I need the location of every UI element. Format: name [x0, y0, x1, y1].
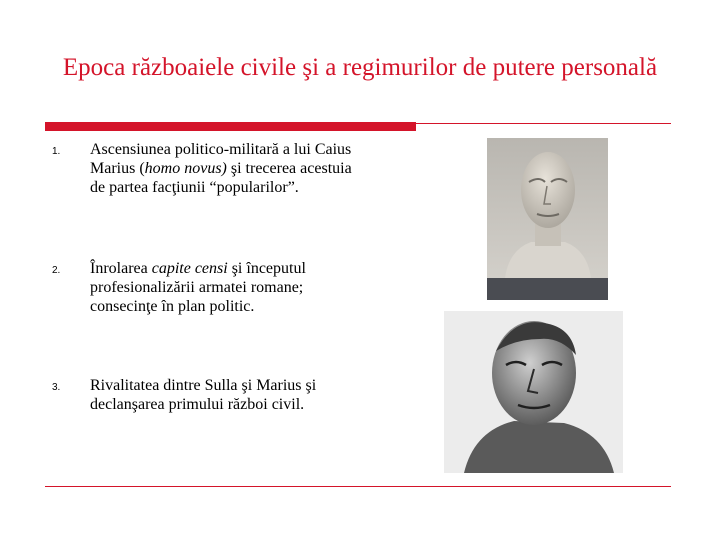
bust-illustration: [487, 138, 608, 300]
list-number: 1.: [52, 146, 61, 157]
bust-image-marius: [487, 138, 608, 300]
title-underline-thin: [45, 123, 671, 124]
slide-title: Epoca războaiele civile şi a regimurilor de putere personală: [62, 54, 658, 81]
list-text: Înrolarea capite censi şi începutul profesionalizării armatei romane; consecinţe în plan politic.: [90, 260, 306, 315]
bust-illustration: [444, 311, 623, 473]
bottom-rule: [45, 486, 671, 487]
list-text: Ascensiunea politico-militară a lui Caius Marius (homo novus) şi trecerea acestuia de partea facţiunii “popularilor”.: [90, 141, 352, 196]
list-number: 3.: [52, 382, 61, 393]
bust-image-sulla: [444, 311, 623, 473]
list-number: 2.: [52, 265, 61, 276]
list-text: Rivalitatea dintre Sulla şi Marius şi declanşarea primului război civil.: [90, 377, 317, 413]
